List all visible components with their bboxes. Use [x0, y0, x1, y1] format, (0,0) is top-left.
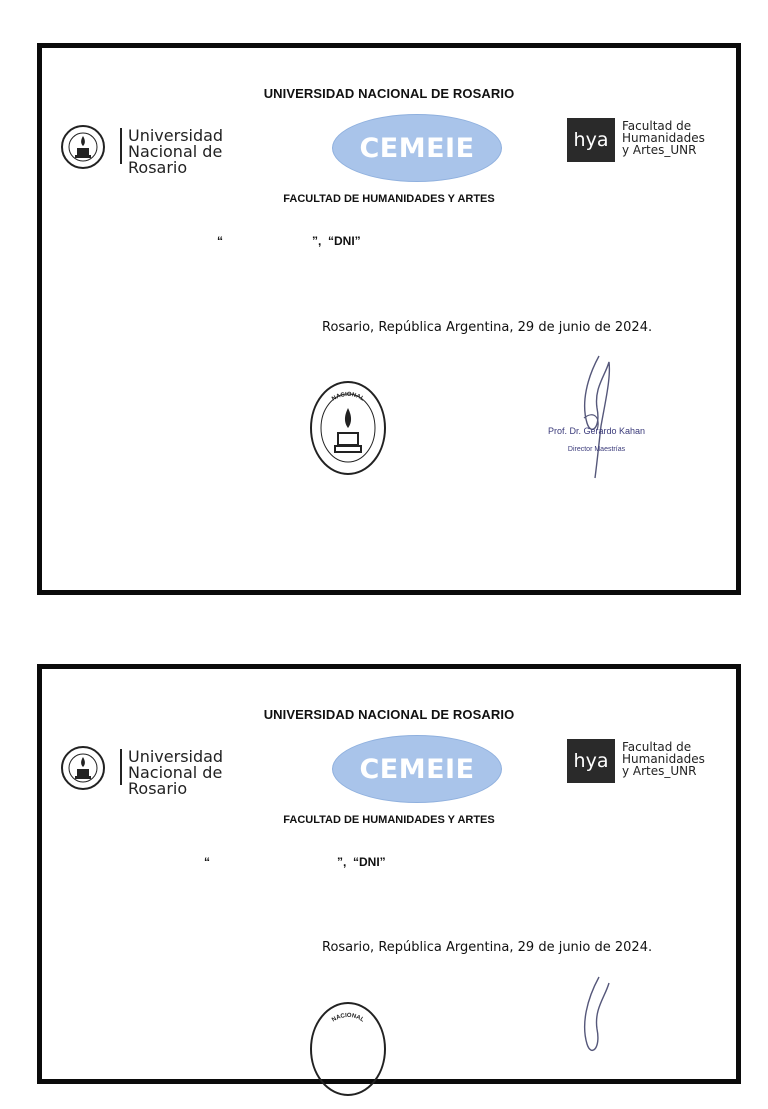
unr-logo — [60, 743, 280, 798]
university-seal — [308, 999, 388, 1099]
dni-placeholder: “DNI” — [353, 855, 386, 869]
unr-name: Universidad Nacional de Rosario — [128, 126, 224, 177]
certificate-1 — [37, 43, 741, 595]
svg-text:NACIONAL: NACIONAL — [331, 1012, 365, 1024]
svg-text:NACIONAL: NACIONAL — [331, 391, 365, 403]
quote-close: ”, — [337, 855, 347, 869]
signature-icon — [539, 348, 654, 483]
hya-text: Facultad de Humanidades y Artes_UNR — [622, 740, 705, 778]
dni-placeholder: “DNI” — [328, 234, 361, 248]
hya-logo — [567, 118, 737, 166]
place-date: Rosario, República Argentina, 29 de junio de 2024. — [322, 940, 653, 955]
university-seal — [308, 378, 388, 478]
hya-text: Facultad de Humanidades y Artes_UNR — [622, 119, 705, 157]
quote-close: ”, — [312, 234, 322, 248]
hya-box: hya — [567, 739, 615, 783]
unr-seal-icon — [60, 124, 106, 170]
cemeie-logo: CEMEIE — [332, 114, 502, 182]
faculty-title: FACULTAD DE HUMANIDADES Y ARTES — [283, 193, 495, 205]
unr-seal-icon — [60, 745, 106, 791]
cemeie-logo: CEMEIE — [332, 735, 502, 803]
signatory-name: Prof. Dr. Gerardo Kahan — [547, 426, 646, 436]
unr-logo — [60, 122, 280, 177]
university-title: UNIVERSIDAD NACIONAL DE ROSARIO — [263, 707, 515, 722]
signature-block — [539, 348, 654, 483]
university-title: UNIVERSIDAD NACIONAL DE ROSARIO — [263, 86, 515, 101]
logo-divider — [120, 749, 122, 785]
place-date: Rosario, República Argentina, 29 de junio de 2024. — [322, 320, 653, 335]
faculty-title: FACULTAD DE HUMANIDADES Y ARTES — [283, 814, 495, 826]
unr-name: Universidad Nacional de Rosario — [128, 747, 224, 798]
signature-block — [539, 969, 654, 1104]
seal-icon — [308, 378, 388, 478]
logo-divider — [120, 128, 122, 164]
certificate-2 — [37, 664, 741, 1084]
seal-icon — [308, 999, 388, 1099]
hya-logo — [567, 739, 737, 787]
signature-icon — [539, 969, 654, 1104]
signatory-role: Director Maestrías — [567, 446, 626, 453]
hya-box: hya — [567, 118, 615, 162]
quote-open: “ — [204, 855, 210, 869]
quote-open: “ — [217, 234, 223, 248]
